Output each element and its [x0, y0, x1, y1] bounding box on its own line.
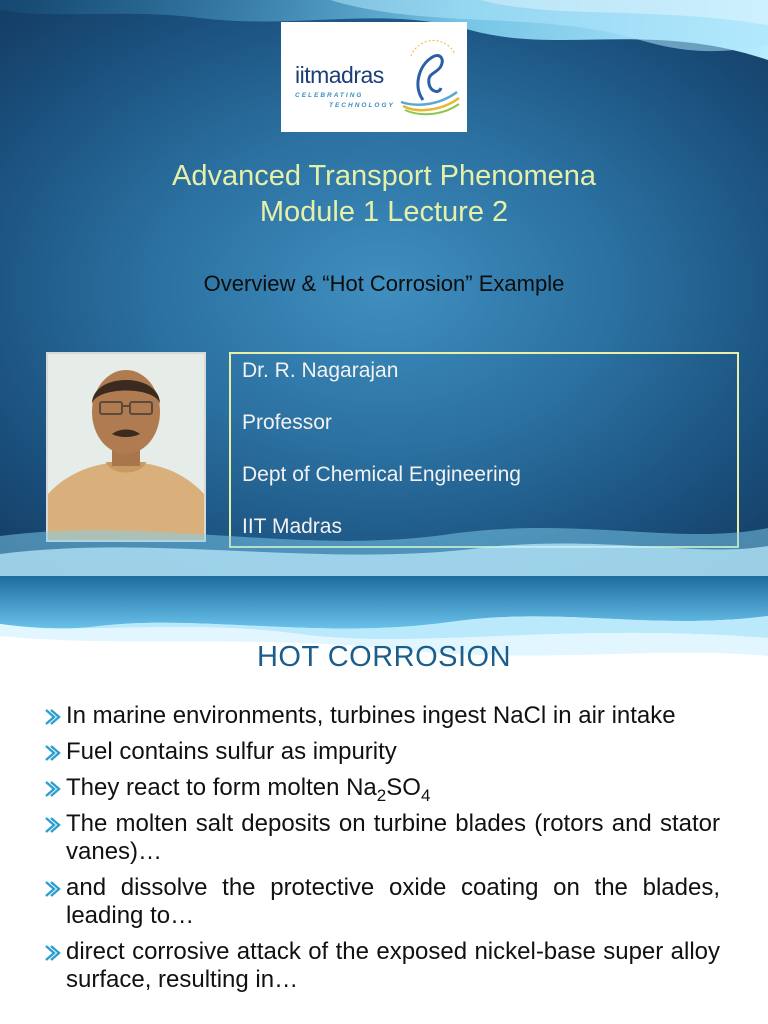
arrow-bullet-icon	[44, 816, 62, 834]
list-item	[44, 738, 720, 766]
bullet-text: and dissolve the protective oxide coating on the blades, leading to…	[66, 874, 720, 929]
bullet-text: In marine environments, turbines ingest NaCl in air intake	[66, 702, 676, 729]
bullet-text: Fuel contains sulfur as impurity	[66, 738, 397, 765]
title-line-1: Advanced Transport Phenomena	[172, 160, 596, 192]
list-item	[44, 810, 720, 866]
presenter-department: Dept of Chemical Engineering	[242, 463, 521, 486]
bullet-text-part: They react to form molten Na	[66, 774, 377, 801]
bullet-list	[44, 702, 720, 1002]
logo-tagline-1: CELEBRATING	[295, 92, 364, 99]
presenter-role: Professor	[242, 411, 332, 434]
hot-corrosion-slide	[0, 576, 768, 1024]
list-item	[44, 938, 720, 994]
iitmadras-logo	[281, 22, 467, 132]
slide-heading: HOT CORROSION	[256, 641, 512, 673]
golden-jubilee-emblem-icon	[393, 36, 461, 118]
presenter-institute: IIT Madras	[242, 515, 342, 538]
subscript: 2	[376, 786, 387, 805]
arrow-bullet-icon	[44, 744, 62, 762]
presentation-title	[0, 158, 768, 230]
logo-tagline-2: TECHNOLOGY	[329, 102, 395, 109]
bottom-wave-decoration	[0, 506, 768, 576]
bullet-text: The molten salt deposits on turbine blades (rotors and stator vanes)…	[66, 810, 720, 865]
bullet-text: direct corrosive attack of the exposed nickel-base super alloy surface, resulting in…	[66, 938, 720, 993]
presentation-subtitle: Overview & “Hot Corrosion” Example	[203, 271, 565, 296]
arrow-bullet-icon	[44, 944, 62, 962]
logo-name: iitmadras	[295, 62, 384, 88]
list-item	[44, 702, 720, 730]
presenter-name: Dr. R. Nagarajan	[242, 359, 399, 382]
bullet-text-part: SO	[386, 774, 421, 801]
arrow-bullet-icon	[44, 708, 62, 726]
subscript: 4	[420, 786, 431, 805]
arrow-bullet-icon	[44, 780, 62, 798]
list-item	[44, 774, 720, 805]
title-line-2: Module 1 Lecture 2	[259, 196, 509, 228]
arrow-bullet-icon	[44, 880, 62, 898]
list-item	[44, 874, 720, 930]
